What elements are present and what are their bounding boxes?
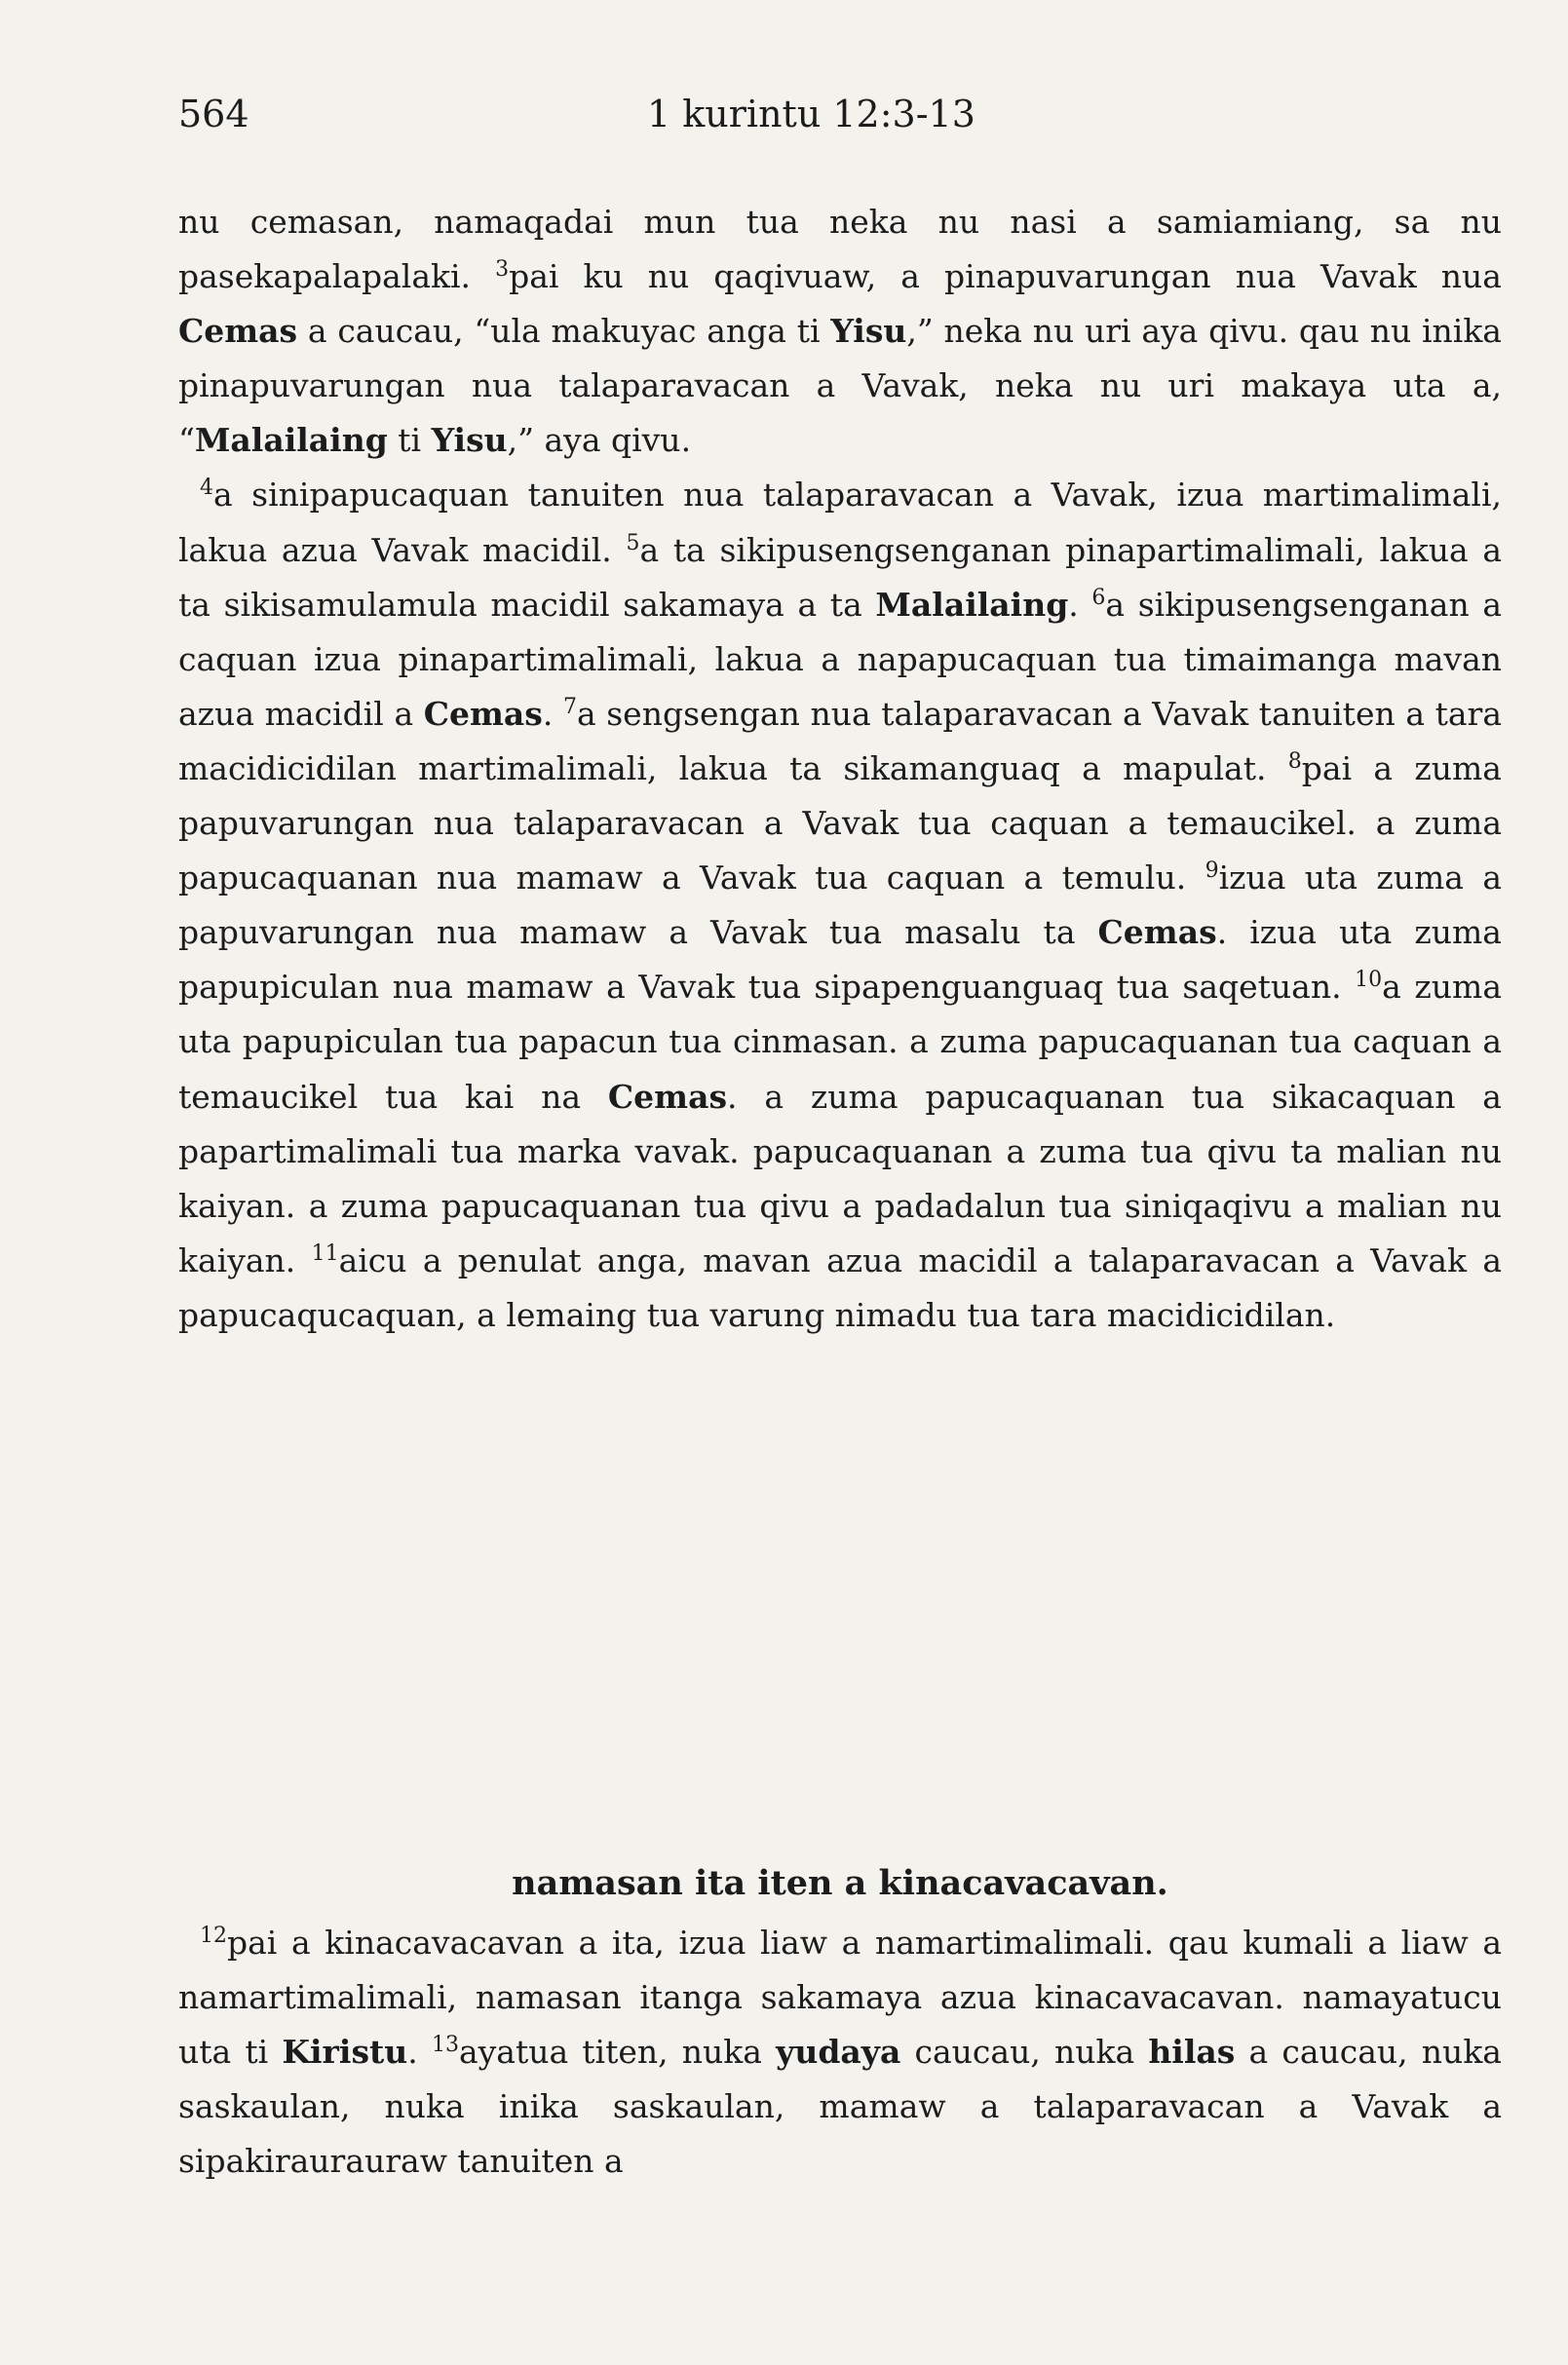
text-run: izua uta zuma a papuvarungan nua mamaw a Vavak tua masalu ta [178,858,1502,952]
paragraph-3 [178,1916,1502,2189]
bold-term: Cemas [178,312,298,351]
paragraph-1 [178,195,1502,468]
text-run: a zuma uta papupiculan tua papacun tua cinmasan. a zuma papucaquanan tua caquan a temaucikel tua kai na [178,968,1502,1116]
verse-number-10: 10 [1355,968,1383,993]
text-run: pai ku nu qaqivuaw, a pinapuvarungan nua Vavak nua [509,257,1502,296]
text-run: a sinipapucaquan tanuiten nua talaparavacan a Vavak, izua martimalimali, lakua azua Vavak macidil. [178,476,1502,569]
text-run: . [1068,585,1092,624]
bold-term: Yisu [830,312,907,351]
main-text [178,195,1502,1343]
text-run: . [542,694,563,733]
bold-term: yudaya [776,2033,901,2071]
verse-number-11: 11 [311,1240,339,1266]
text-run: a caucau, nuka saskaulan, nuka inika saskaulan, mamaw a talaparavacan a Vavak a sipakiraurauraw tanuiten a [178,2033,1502,2180]
text-run: caucau, nuka [900,2033,1149,2071]
verse-number-3: 3 [495,257,510,282]
text-run: a ta sikipusengsenganan pinapartimalimali, lakua a ta sikisamulamula macidil sakamaya a ta [178,530,1502,624]
bold-term: Cemas [1097,913,1217,952]
bold-term: Yisu [431,421,508,460]
text-run: a sikipusengsenganan a caquan izua pinapartimalimali, lakua a napapucaquan tua timaimanga mavan azua macidil a [178,585,1503,733]
text-run: . a zuma papucaquanan tua sikacaquan a papartimalimali tua marka vavak. papucaquanan a zuma tua qivu ta malian nu kaiyan. a zuma papucaquanan tua qivu a padadalun tua siniqaqivu a malian nu kaiyan. [178,1077,1502,1279]
text-run: ,” aya qivu. [507,421,692,460]
text-run: . izua uta zuma papupiculan nua mamaw a Vavak tua sipapenguanguaq tua saqetuan. [178,913,1502,1007]
verse-number-12: 12 [200,1923,227,1948]
text-run: nu cemasan, namaqadai mun tua neka nu nasi a samiamiang, sa nu pasekapalapalaki. [178,203,1502,296]
bold-term: Cemas [607,1077,728,1116]
bold-term: hilas [1148,2033,1236,2071]
verse-number-13: 13 [431,2032,459,2057]
section-heading: namasan ita iten a kinacavacavan. [512,1863,1168,1903]
verse-number-4: 4 [200,476,213,501]
text-run: a sengsengan nua talaparavacan a Vavak tanuiten a tara macidicidilan martimalimali, lakua ta sikamanguaq a mapulat. [178,694,1502,787]
bold-term: Malailaing [875,585,1069,624]
bold-term: Malailaing [194,421,388,460]
page-number: 564 [178,93,249,135]
verse-number-5: 5 [626,530,640,555]
verse-number-6: 6 [1091,585,1106,610]
text-run: ti [387,421,432,460]
verse-number-9: 9 [1205,858,1219,884]
page-header [178,90,1484,138]
verse-number-7: 7 [562,694,577,719]
bold-term: Cemas [423,694,543,733]
bold-term: Kiristu [282,2033,408,2071]
text-run: aicu a penulat anga, mavan azua macidil a talaparavacan a Vavak a papucaqucaquan, a lemaing tua varung nimadu tua tara macidicidilan. [178,1240,1502,1334]
text-run: pai a kinacavacavan a ita, izua liaw a namartimalimali. qau kumali a liaw a namartimalimali, namasan itanga sakamaya azua kinacavacavan. namayatucu uta ti [178,1924,1502,2071]
running-head: 1 kurintu 12:3-13 [647,93,975,135]
text-run: a caucau, “ula makuyac anga ti [297,312,831,351]
main-text-continued [178,1916,1502,2189]
text-run: ayatua titen, nuka [458,2033,777,2071]
text-run: . [407,2033,432,2071]
text-run: pai a zuma papuvarungan nua talaparavacan a Vavak tua caquan a temaucikel. a zuma papucaquanan nua mamaw a Vavak tua caquan a temulu. [178,748,1502,897]
text-run: ,” neka nu uri aya qivu. qau nu inika pinapuvarungan nua talaparavacan a Vavak, neka nu uri makaya uta a, “ [178,312,1502,460]
paragraph-2 [178,468,1502,1343]
verse-number-8: 8 [1287,748,1302,774]
